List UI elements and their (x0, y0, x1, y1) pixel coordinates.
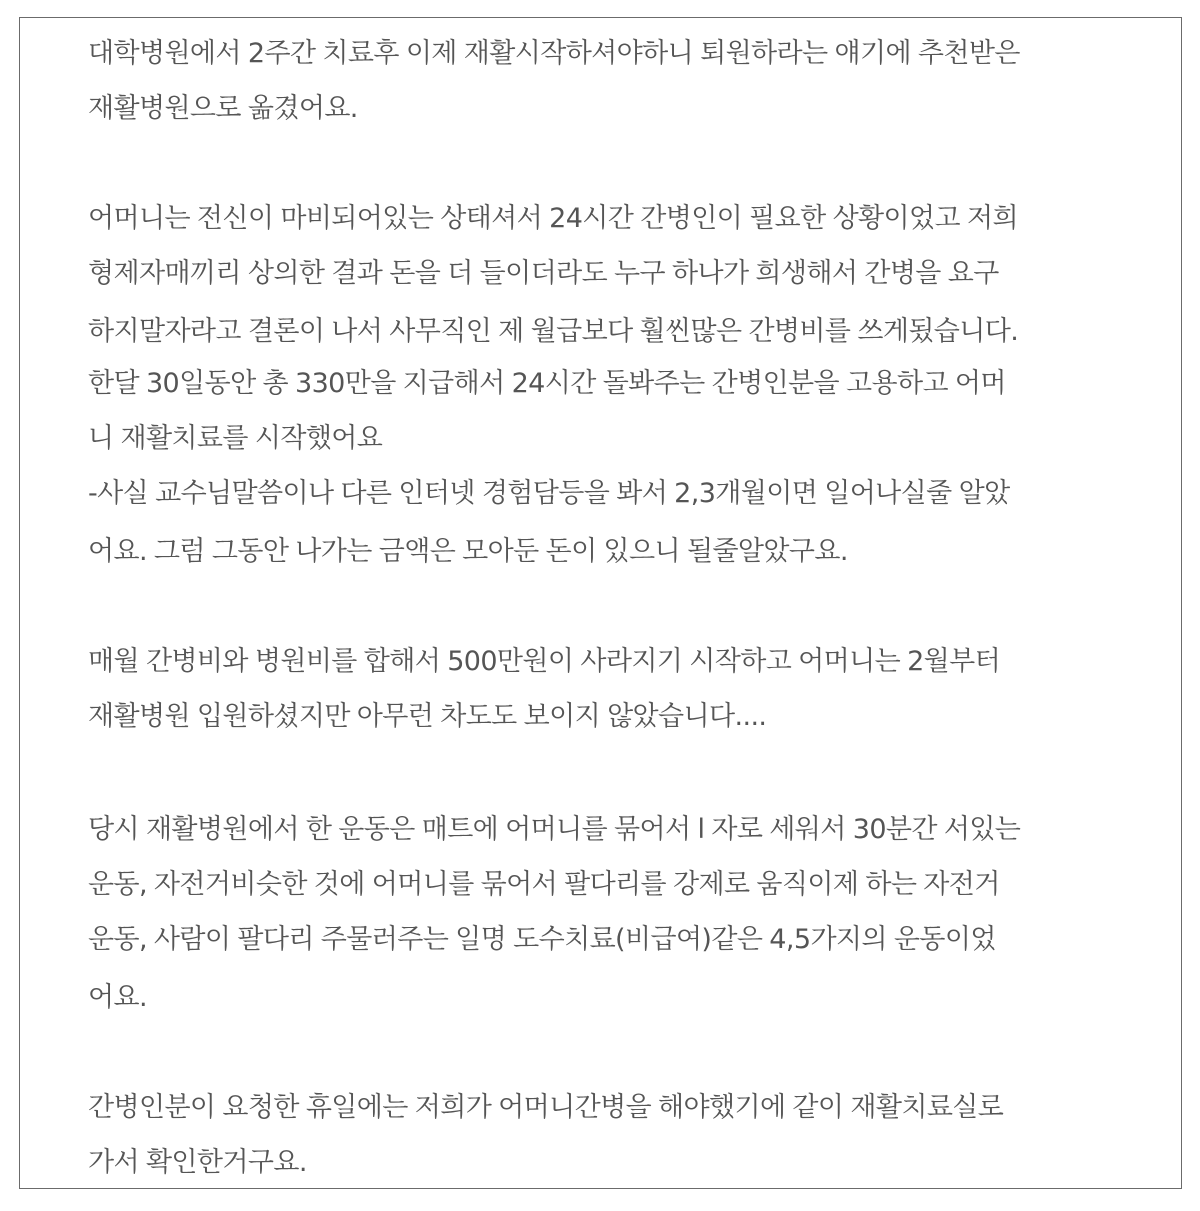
text-line: 운동, 사람이 팔다리 주물러주는 일명 도수치료(비급여)같은 4,5가지의 운동이었 (88, 924, 996, 955)
text-line: 간병인분이 요청한 휴일에는 저희가 어머니간병을 해야했기에 같이 재활치료실로 (88, 1092, 1004, 1123)
text-line: 어요. 그럼 그동안 나가는 금액은 모아둔 돈이 있으니 될줄알았구요. (88, 536, 848, 567)
text-line: 형제자매끼리 상의한 결과 돈을 더 들이더라도 누구 하나가 희생해서 간병을 요구 (88, 258, 999, 289)
text-line: 매월 간병비와 병원비를 합해서 500만원이 사라지기 시작하고 어머니는 2월부터 (88, 646, 1001, 677)
text-line: 대학병원에서 2주간 치료후 이제 재활시작하셔야하니 퇴원하라는 얘기에 추천받은 (88, 38, 1020, 69)
text-line: 운동, 자전거비슷한 것에 어머니를 묶어서 팔다리를 강제로 움직이제 하는 자전거 (88, 869, 1000, 900)
text-line: 니 재활치료를 시작했어요 (88, 423, 383, 454)
text-line: 가서 확인한거구요. (88, 1147, 307, 1178)
text-line: 당시 재활병원에서 한 운동은 매트에 어머니를 묶어서 l 자로 세워서 30분간 서있는 (88, 814, 1021, 845)
article-frame (19, 17, 1182, 1189)
text-line: 재활병원으로 옮겼어요. (88, 93, 358, 124)
text-line: 재활병원 입원하셨지만 아무런 차도도 보이지 않았습니다.... (88, 701, 767, 732)
text-line: 어머니는 전신이 마비되어있는 상태셔서 24시간 간병인이 필요한 상황이었고 저희 (88, 203, 1018, 234)
text-line: 어요. (88, 982, 147, 1013)
text-line: 하지말자라고 결론이 나서 사무직인 제 월급보다 훨씬많은 간병비를 쓰게됬습니다. (88, 316, 1019, 347)
text-line: -사실 교수님말씀이나 다른 인터넷 경험담등을 봐서 2,3개월이면 일어나실줄 알았 (88, 478, 1010, 509)
text-line: 한달 30일동안 총 330만을 지급해서 24시간 돌봐주는 간병인분을 고용하고 어머 (88, 368, 1006, 399)
